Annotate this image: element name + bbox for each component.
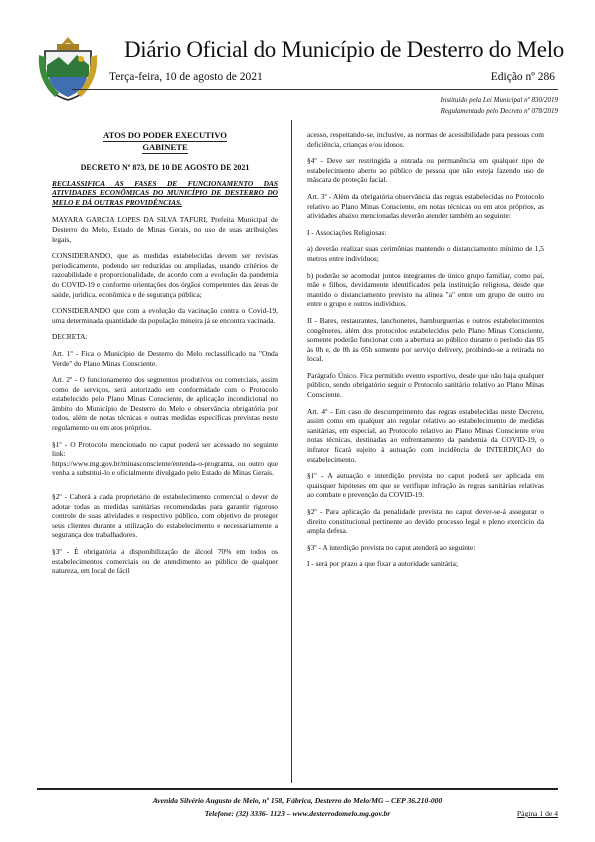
article-3: Art. 3º - Além da obrigatória observância das regras estabelecidas no Protocolo relativo ao Plano Minas Consciente, em notas técnicas ou em atos próprios, as atividades abaixo mencionadas deverão atender também ao seguinte: bbox=[307, 191, 544, 221]
footer-address: Avenida Silvério Augusto de Melo, nº 158, Fábrica, Desterro do Melo/MG – CEP 36.210-000 bbox=[152, 796, 443, 805]
section-title-cabinet: GABINETE bbox=[142, 142, 188, 152]
item-b: b) poderão se acomodar juntos integrantes de único grupo familiar, como pai, mãe e filhos, devidamente identificados pela instituição religiosa, desde que mantido o distanciamento previsto na alínea "a" entre um grupo de outro ou entre o grupo e outros indivíduos. bbox=[307, 270, 544, 309]
paragraph-decrees: DECRETA: bbox=[52, 332, 88, 342]
right-column bbox=[307, 130, 544, 576]
masthead bbox=[37, 35, 565, 105]
newspaper-title: Diário Oficial do Município de Desterro do Melo bbox=[123, 37, 565, 62]
article-2-paragraph-3: §3º - É obrigatória a disponibilização de álcool 70% em todos os estabelecimentos comerciais ou de atendimento ao público de qualquer natureza, em local de fácil bbox=[52, 547, 278, 576]
article-4-paragraph-3: §3º - A interdição prevista no caput atenderá ao seguinte: bbox=[307, 542, 476, 552]
decree-title: DECRETO Nº 873, DE 10 DE AGOSTO DE 2021 bbox=[80, 163, 250, 172]
item-a: a) deverão realizar suas cerimônias mantendo o distanciamento mínimo de 1,5 metros entre indivíduos; bbox=[307, 244, 544, 263]
footer bbox=[37, 788, 558, 818]
footer-contact: Telefone: (32) 3336- 1123 – www.desterrodomelo.mg.gov.br bbox=[204, 809, 391, 818]
article-2-paragraph-4: §4º - Deve ser restringida a entrada ou permanência em qualquer tipo de estabelecimento aberto ao público de pessoa que não esteja fazendo uso de máscara de proteção facial. bbox=[307, 156, 544, 185]
item-i-deadline: I - será por prazo a que fixar a autoridade sanitária; bbox=[307, 559, 459, 569]
section-heading bbox=[52, 130, 278, 154]
article-2-paragraph-2: §2º - Caberá a cada proprietário de estabelecimento comercial o dever de adotar todas as medidas sanitárias recomendadas para garantir rigoroso controle de suas atividades e respectivo público, com objetivo de proteger seus clientes durante a utilização do estabelecimento e necessariamente a segurança dos trabalhadores. bbox=[52, 492, 278, 540]
article-4-paragraph-1: §1º - A autuação e interdição prevista no caput poderá ser aplicada em quaisquer hipóteses em que se verifique infração às regras sanitárias relativas ao combate e prevenção da COVID-19. bbox=[307, 471, 544, 500]
edition-number: Edição nº 286 bbox=[490, 71, 555, 83]
article-4: Art. 4º - Em caso de descumprimento das regras estabelecidas neste Decreto, assim como em qualquer ato regular relativo ao estabelecimento de medidas sanitárias, em especial, ao Protocolo relativo ao Plano Minas Consciente e/ou notas técnicas, destinadas ao enfrentamento da pandemia da COVID-19, o infrator ficará sujeito à autuação com incidência de INTERDIÇÃO do estabelecimento. bbox=[307, 406, 544, 464]
article-4-paragraph-2: §2º - Para aplicação da penalidade prevista no caput dever-se-á assegurar o direito constitucional pertinente ao devido processo legal e pleno exercício da ampla defesa. bbox=[307, 507, 544, 536]
municipal-coat-of-arms-icon bbox=[37, 35, 99, 103]
article-2: Art. 2º - O funcionamento dos segmentos produtivos ou comerciais, assim como de serviços, será autorizado em conformidade com o Protocolo estabelecido pelo Plano Minas Consciente, de aplicação incondicional no âmbito do Município de Desterro do Melo e observância obrigatória por todos, além de notas técnicas e outras medidas específicas previstas neste regulamento ou em atos próprios. bbox=[52, 375, 278, 433]
column-divider bbox=[291, 120, 292, 783]
item-bars-restaurants: II - Bares, restaurantes, lanchonetes, hamburguerias e outros estabelecimentos congêneres, além dos protocolos estabelecidos pelo Plano Minas Consciente, somente poderão funcionar com a abertura ao público durante o período das 05 às 0h e, de 0h às 05h somente por serviço delivery, proibindo-se a retirada no local. bbox=[307, 315, 544, 364]
item-religious-associations: I - Associações Religiosas: bbox=[307, 227, 387, 237]
paragraph-continuation: acesso, respeitando-se, inclusive, as normas de acessibilidade para pessoas com deficiência, crianças e/ou idosos. bbox=[307, 130, 544, 149]
regulation-decree-line: Regulamentado pelo Decreto nº 078/2019 bbox=[440, 107, 558, 115]
page-number: Página 1 de 4 bbox=[516, 809, 558, 818]
paragraph-considering-2: CONSIDERANDO que com a evolução da vacinação contra o Covid-19, uma determinada quantidade da população mineira já se encontra vacinada. bbox=[52, 306, 278, 325]
protocol-link[interactable]: https://www.mg.gov.br/minasconsciente/entenda-o-programa, ou outro que venha a substitui-lo e oficialmente divulgado pelo Estado de Minas Gerais. bbox=[52, 458, 278, 478]
paragraph-considering-1: CONSIDERANDO, que as medidas estabelecidas devem ser revistas periodicamente, podendo ser reduzidas ou ampliadas, usando critérios de razoabilidade e proporcionalidade, de acordo com a evolução da pandemia do COVID-19 e conforme orientações dos órgãos competentes das áreas de saúde, jurídica, econômica e de segurança pública; bbox=[52, 251, 278, 299]
paragraph-mayor: MAYARA GARCIA LOPES DA SILVA TAFURI, Prefeita Municipal de Desterro do Melo, Estado de Minas Gerais, no uso de suas atribuições legais, bbox=[52, 215, 278, 244]
decree-summary: RECLASSIFICA AS FASES DE FUNCIONAMENTO DAS ATIVIDADES ECONÔMICAS DO MUNICÍPIO DE DESTERRO DO MELO E DÁ OUTRAS PROVIDÊNCIAS. bbox=[52, 178, 278, 207]
left-column bbox=[52, 130, 278, 583]
issue-date: Terça-feira, 10 de agosto de 2021 bbox=[109, 71, 263, 83]
article-1: Art. 1º - Fica o Município de Desterro do Melo reclassificado na "Onda Verde" do Plano Minas Consciente. bbox=[52, 348, 278, 368]
institution-law-line: Instituído pela Lei Municipal nº 830/2019 bbox=[440, 96, 558, 104]
sole-paragraph: Parágrafo Único. Fica permitido evento esportivo, desde que não haja qualquer público, sendo obrigatório seguir o Protocolo sanitário relativo ao Plano Minas Consciente. bbox=[307, 370, 544, 400]
article-2-paragraph-1: §1º - O Protocolo mencionado no caput poderá ser acessado no seguinte link: bbox=[52, 439, 278, 459]
header-rule bbox=[72, 89, 558, 90]
section-title-executive: ATOS DO PODER EXECUTIVO bbox=[103, 130, 227, 140]
